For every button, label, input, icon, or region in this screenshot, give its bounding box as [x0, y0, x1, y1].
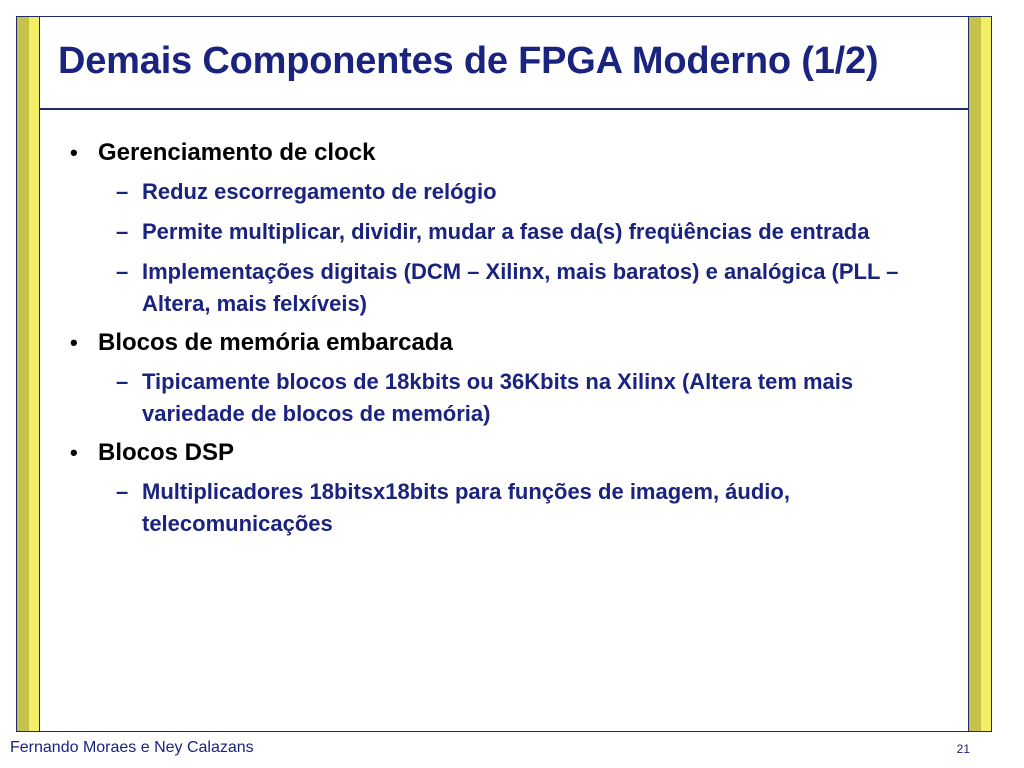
slide-content [70, 132, 940, 548]
sub-bullet-text: Permite multiplicar, dividir, mudar a fase da(s) freqüências de entrada [142, 219, 870, 244]
bullet-mark: • [70, 140, 78, 165]
sub-bullet-mark: – [116, 259, 129, 284]
sub-bullet-item [116, 366, 940, 430]
sub-bullet-item [116, 176, 940, 208]
bullet-item [70, 138, 940, 168]
sub-bullet-item [116, 476, 940, 540]
sub-bullet-item [116, 216, 940, 248]
sub-bullet-mark: – [116, 479, 129, 504]
bullet-item [70, 438, 940, 468]
sub-bullet-text: Tipicamente blocos de 18kbits ou 36Kbits na Xilinx (Altera tem mais variedade de blocos de memória) [142, 369, 854, 426]
left-decorative-bar [16, 16, 40, 732]
bullet-mark: • [70, 330, 78, 355]
right-bar-shade [969, 17, 981, 731]
sub-bullet-item [116, 256, 940, 320]
sub-bullet-text: Multiplicadores 18bitsx18bits para funções de imagem, áudio, telecomunicações [142, 479, 790, 536]
sub-bullet-text: Implementações digitais (DCM – Xilinx, mais baratos) e analógica (PLL – Altera, mais felxíveis) [142, 259, 899, 316]
right-decorative-bar [968, 16, 992, 732]
bullet-item [70, 328, 940, 358]
bullet-text: Gerenciamento de clock [98, 139, 376, 166]
title-divider [40, 108, 968, 110]
footer-author: Fernando Moraes e Ney Calazans [10, 739, 254, 756]
left-bar-shade [17, 17, 29, 731]
bullet-text: Blocos de memória embarcada [98, 329, 453, 356]
sub-bullet-mark: – [116, 369, 129, 394]
page-number: 21 [956, 742, 970, 756]
bullet-mark: • [70, 440, 78, 465]
sub-bullet-mark: – [116, 219, 129, 244]
sub-bullet-text: Reduz escorregamento de relógio [142, 179, 497, 204]
bullet-text: Blocos DSP [98, 439, 235, 466]
slide-title: Demais Componentes de FPGA Moderno (1/2) [58, 40, 879, 82]
sub-bullet-mark: – [116, 179, 129, 204]
